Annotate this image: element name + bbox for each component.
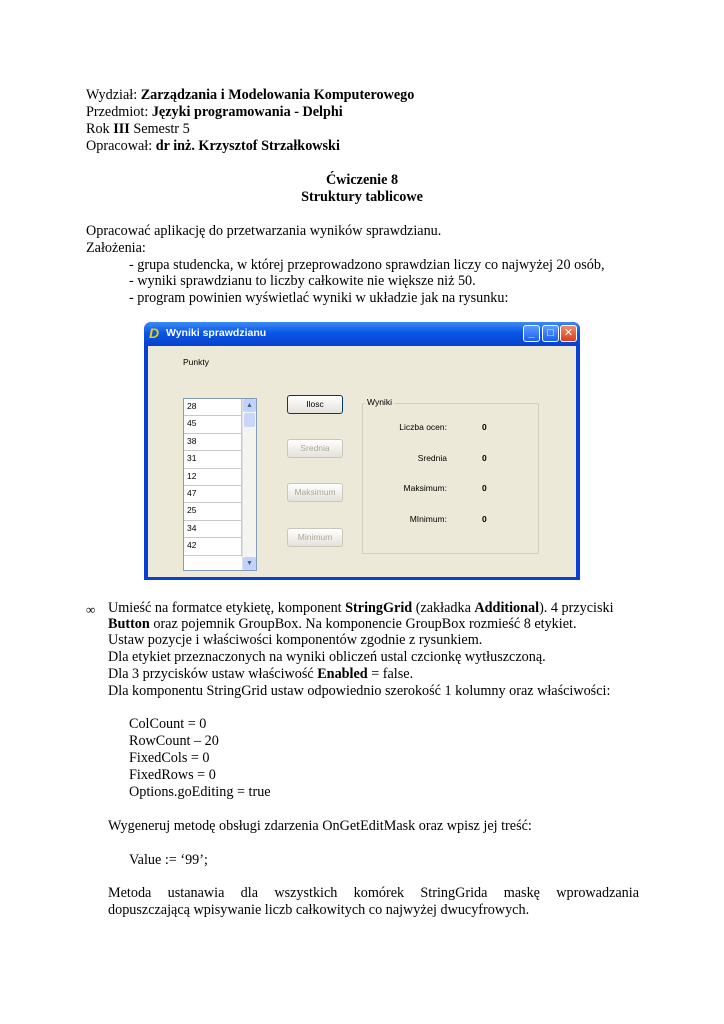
author-name: dr inż. Krzysztof Strzałkowski: [155, 138, 340, 154]
infinity-bullet-icon: ∞: [86, 602, 96, 617]
results-groupbox-caption: Wyniki: [367, 397, 392, 407]
instruction-line: Dla 3 przycisków ustaw właściwość Enabled = false.: [108, 666, 414, 682]
instruction-line: Dla etykiet przeznaczonych na wyniki obliczeń ustal czcionkę wytłuszczoną.: [108, 649, 546, 665]
result-label-count: Liczba ocen:: [399, 422, 447, 432]
grid-cell[interactable]: 28: [184, 399, 242, 416]
instruction-line: Umieść na formatce etykietę, komponent StringGrid (zakładka Additional). 4 przyciski: [108, 600, 614, 616]
scroll-up-icon[interactable]: ▲: [243, 399, 256, 412]
property-line: FixedRows = 0: [129, 767, 216, 783]
result-value-maximum: 0: [482, 483, 487, 493]
scroll-thumb[interactable]: [244, 413, 255, 427]
property-line: FixedCols = 0: [129, 750, 210, 766]
minimum-button[interactable]: Minimum: [287, 528, 343, 547]
instruction-line: Ustaw pozycje i właściwości komponentów zgodnie z rysunkiem.: [108, 632, 483, 648]
instruction-line: Wygeneruj metodę obsługi zdarzenia OnGetEditMask oraz wpisz jej treść:: [108, 818, 532, 834]
property-line: ColCount = 0: [129, 716, 207, 732]
author-line: Opracował: dr inż. Krzysztof Strzałkowski: [86, 138, 340, 154]
assumption-item: - program powinien wyświetlać wyniki w układzie jak na rysunku:: [129, 290, 509, 306]
year-value: III: [113, 121, 130, 137]
exercise-topic: Struktury tablicowe: [301, 189, 423, 205]
result-value-average: 0: [482, 453, 487, 463]
close-button[interactable]: ✕: [560, 325, 577, 342]
result-label-average: Srednia: [417, 453, 447, 463]
code-line: Value := ‘99’;: [129, 852, 208, 868]
task-description: Opracować aplikację do przetwarzania wyników sprawdzianu.: [86, 223, 442, 239]
grid-cell[interactable]: 12: [184, 469, 242, 486]
grid-cell[interactable]: 38: [184, 434, 242, 451]
grid-cell[interactable]: 47: [184, 486, 242, 503]
points-string-grid[interactable]: [183, 398, 257, 571]
department-line: Wydział: Zarządzania i Modelowania Komputerowego: [86, 87, 415, 103]
grid-cell[interactable]: 31: [184, 451, 242, 468]
instruction-line: dopuszczającą wpisywanie liczb całkowitych co najwyżej dwucyfrowych.: [108, 902, 530, 918]
property-line: RowCount – 20: [129, 733, 219, 749]
department-name: Zarządzania i Modelowania Komputerowego: [140, 87, 415, 103]
subject-line: Przedmiot: Języki programowania - Delphi: [86, 104, 343, 120]
average-button[interactable]: Srednia: [287, 439, 343, 458]
property-line: Options.goEditing = true: [129, 784, 271, 800]
assumption-item: - wyniki sprawdzianu to liczby całkowite nie większe niż 50.: [129, 273, 476, 289]
window-client-area: [148, 346, 576, 577]
scroll-down-icon[interactable]: ▼: [243, 557, 256, 570]
maximize-button[interactable]: □: [542, 325, 559, 342]
count-button[interactable]: Ilosc: [287, 395, 343, 414]
grid-label: Punkty: [183, 357, 209, 367]
result-label-maximum: Maksimum:: [403, 483, 447, 493]
minimize-button[interactable]: _: [523, 325, 540, 342]
app-window-screenshot: [144, 322, 580, 580]
window-title: Wyniki sprawdzianu: [166, 327, 267, 339]
grid-cell[interactable]: 42: [184, 538, 242, 555]
assumptions-label: Założenia:: [86, 240, 146, 256]
year-line: Rok III Semestr 5: [86, 121, 190, 137]
grid-scrollbar[interactable]: [242, 399, 256, 570]
subject-name: Języki programowania - Delphi: [151, 104, 343, 120]
result-label-minimum: MInimum:: [409, 514, 447, 524]
instruction-line: Button oraz pojemnik GroupBox. Na komponencie GroupBox rozmieść 8 etykiet.: [108, 616, 577, 632]
window-titlebar: [144, 322, 580, 346]
delphi-app-icon: D: [149, 325, 160, 341]
result-value-count: 0: [482, 422, 487, 432]
instruction-line: Metoda ustanawia dla wszystkich komórek StringGrida maskę wprowadzania: [108, 885, 639, 901]
result-value-minimum: 0: [482, 514, 487, 524]
grid-cell[interactable]: 45: [184, 416, 242, 433]
assumption-item: - grupa studencka, w której przeprowadzono sprawdzian liczy co najwyżej 20 osób,: [129, 257, 605, 273]
exercise-number: Ćwiczenie 8: [325, 172, 399, 188]
maximum-button[interactable]: Maksimum: [287, 483, 343, 502]
grid-cell[interactable]: 25: [184, 503, 242, 520]
grid-cell[interactable]: 34: [184, 521, 242, 538]
instruction-line: Dla komponentu StringGrid ustaw odpowiednio szerokość 1 kolumny oraz właściwości:: [108, 683, 611, 699]
